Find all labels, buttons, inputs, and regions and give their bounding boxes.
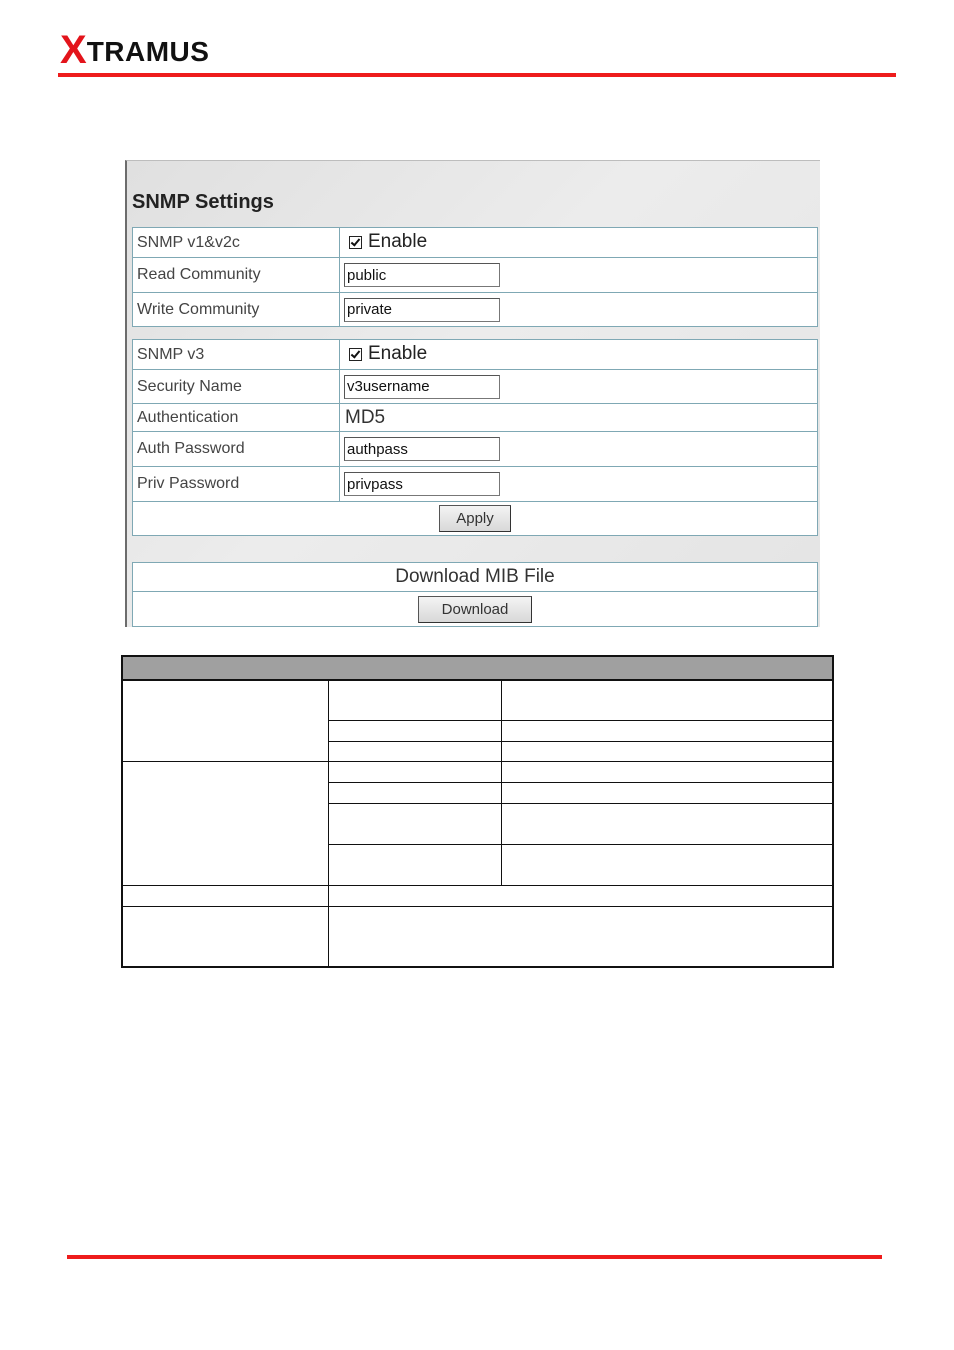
snmp-v3-label: SNMP v3 — [133, 340, 340, 370]
read-community-value-cell — [340, 258, 818, 293]
description-table-header — [123, 657, 832, 681]
snmp-v1v2c-table — [132, 227, 818, 327]
apply-row — [133, 502, 818, 536]
authentication-value-cell — [340, 404, 818, 432]
table-hline — [123, 885, 832, 886]
table-hline — [328, 844, 834, 845]
snmp-v3-enable-checkbox[interactable] — [344, 343, 427, 365]
table-vline — [328, 679, 329, 968]
snmp-v3-value-cell — [340, 340, 818, 370]
read-community-row — [133, 258, 818, 293]
table-hline — [328, 741, 834, 742]
panel-title: SNMP Settings — [132, 191, 274, 213]
authentication-label: Authentication — [133, 404, 340, 432]
table-hline — [328, 803, 834, 804]
priv-password-input[interactable] — [344, 472, 500, 496]
logo-wordmark: TRAMUS — [86, 36, 210, 67]
snmp-settings-panel — [125, 160, 820, 627]
table-hline — [328, 782, 834, 783]
auth-password-row — [133, 432, 818, 467]
download-cell — [133, 592, 818, 627]
priv-password-label: Priv Password — [133, 467, 340, 502]
footer-divider — [67, 1255, 882, 1259]
write-community-value-cell — [340, 293, 818, 327]
snmp-v1v2c-value-cell — [340, 228, 818, 258]
download-mib-title-cell — [133, 563, 818, 592]
download-row — [133, 592, 818, 627]
logo-x-mark: X — [60, 28, 86, 72]
header-divider — [58, 73, 896, 77]
write-community-row — [133, 293, 818, 327]
security-name-label: Security Name — [133, 370, 340, 404]
priv-password-row — [133, 467, 818, 502]
security-name-input[interactable] — [344, 375, 500, 399]
snmp-v3-row — [133, 340, 818, 370]
table-hline — [123, 906, 832, 907]
xtramus-logo — [60, 30, 209, 70]
snmp-v1v2c-row — [133, 228, 818, 258]
read-community-input[interactable] — [344, 263, 500, 287]
auth-password-input[interactable] — [344, 437, 500, 461]
priv-password-value-cell — [340, 467, 818, 502]
write-community-input[interactable] — [344, 298, 500, 322]
download-mib-table — [132, 562, 818, 627]
apply-cell — [133, 502, 818, 536]
snmp-v1v2c-enable-label: Enable — [368, 231, 428, 253]
read-community-label: Read Community — [133, 258, 340, 293]
download-button[interactable]: Download — [418, 596, 532, 623]
checkbox-checked-icon[interactable] — [349, 236, 362, 249]
download-mib-title-row — [133, 563, 818, 592]
authentication-row — [133, 404, 818, 432]
snmp-v1v2c-label: SNMP v1&v2c — [133, 228, 340, 258]
write-community-label: Write Community — [133, 293, 340, 327]
table-hline — [328, 720, 834, 721]
apply-button[interactable]: Apply — [439, 505, 511, 532]
description-table — [121, 655, 834, 968]
checkbox-checked-icon[interactable] — [349, 348, 362, 361]
security-name-row — [133, 370, 818, 404]
snmp-v3-enable-label: Enable — [368, 343, 428, 365]
snmp-v1v2c-enable-checkbox[interactable] — [344, 231, 427, 253]
security-name-value-cell — [340, 370, 818, 404]
authentication-value: MD5 — [345, 406, 386, 428]
table-hline — [123, 761, 832, 762]
snmp-v3-table — [132, 339, 818, 536]
auth-password-label: Auth Password — [133, 432, 340, 467]
download-mib-title: Download MIB File — [395, 566, 555, 587]
auth-password-value-cell — [340, 432, 818, 467]
